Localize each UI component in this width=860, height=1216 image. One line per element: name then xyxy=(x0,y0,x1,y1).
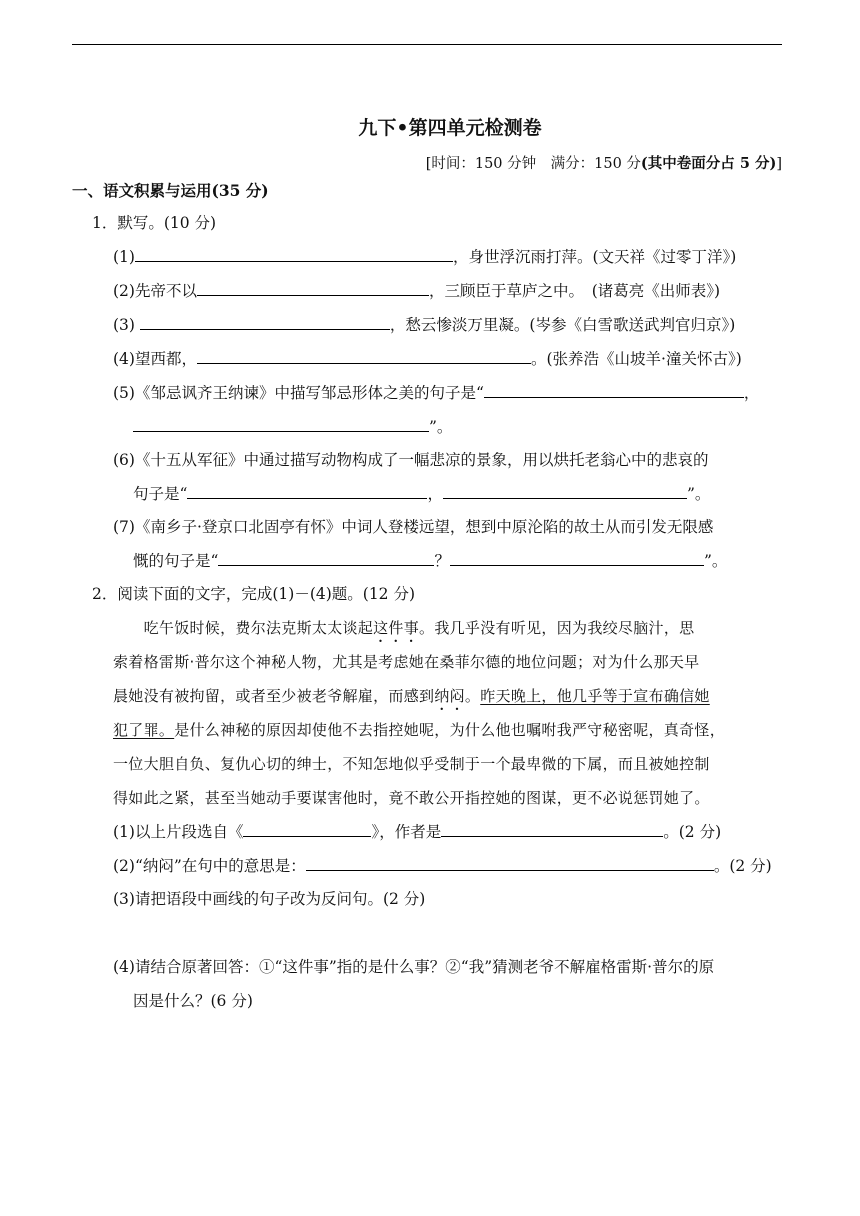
passage-line-4 xyxy=(113,719,725,741)
item-text: 》，作者是 xyxy=(371,823,442,841)
item-text: ”。 xyxy=(429,418,453,436)
answer-blank[interactable] xyxy=(443,482,687,499)
answer-blank[interactable] xyxy=(441,820,663,837)
underlined-sentence: 昨天晚上，他几乎等于宣布确信她 xyxy=(480,687,710,705)
exam-meta-time: [时间：150 分钟 满分：150 分 xyxy=(425,156,641,172)
question-2-stem: 2．阅读下面的文字，完成(1)－(4)题。(12 分) xyxy=(92,585,416,603)
exam-meta-close: ] xyxy=(776,156,782,172)
item-text: (3) xyxy=(113,316,140,334)
passage-text: 。我几乎没有听见，因为我绞尽脑汁，思 xyxy=(419,619,695,637)
question-1-stem: 1．默写。(10 分) xyxy=(92,214,217,232)
item-text: ，身世浮沉雨打萍。(文天祥《过零丁洋》) xyxy=(452,248,737,266)
item-text: (4)望西都， xyxy=(113,350,197,368)
answer-blank[interactable] xyxy=(135,245,453,262)
question-1-item-2 xyxy=(113,279,720,302)
answer-blank[interactable] xyxy=(218,549,434,566)
question-1-item-6-cont xyxy=(133,482,710,505)
question-2-sub-4-cont: 因是什么？(6 分) xyxy=(133,992,253,1010)
header-rule xyxy=(72,44,782,45)
item-text: (2)先帝不以 xyxy=(113,282,197,300)
item-number: (1) xyxy=(113,248,135,266)
exam-meta xyxy=(426,153,782,175)
emphasized-phrase: 这件事 xyxy=(373,619,420,637)
answer-blank[interactable] xyxy=(450,549,704,566)
answer-blank[interactable] xyxy=(197,279,429,296)
question-2-sub-4: (4)请结合原著回答：①“这件事”指的是什么事？②“我”猜测老爷不解雇格雷斯·普尔的原 xyxy=(113,958,715,976)
passage-text: 是什么神秘的原因却使他不去指控她呢，为什么他也嘱咐我严守秘密呢，真奇怪， xyxy=(174,721,726,739)
item-text: ， xyxy=(427,485,443,503)
answer-blank[interactable] xyxy=(197,347,531,364)
answer-blank[interactable] xyxy=(187,482,427,499)
question-1-item-7: (7)《南乡子·登京口北固亭有怀》中词人登楼远望，想到中原沦陷的故土从而引发无限感 xyxy=(113,518,714,536)
item-text: 。(2 分) xyxy=(663,823,722,841)
passage-text: 吃午饭时候，费尔法克斯太太谈起 xyxy=(113,619,374,637)
item-text: 。(张养浩《山坡羊·潼关怀古》) xyxy=(530,350,742,368)
section-heading: 一、语文积累与运用(35 分) xyxy=(72,181,269,200)
question-1-item-6: (6)《十五从军征》中通过描写动物构成了一幅悲凉的景象，用以烘托老翁心中的悲哀的 xyxy=(113,451,709,469)
answer-blank[interactable] xyxy=(140,313,390,330)
answer-blank[interactable] xyxy=(133,415,429,432)
passage-line-2: 索着格雷斯·普尔这个神秘人物，尤其是考虑她在桑菲尔德的地位问题；对为什么那天早 xyxy=(113,653,700,671)
question-1-item-4 xyxy=(113,347,742,370)
item-text: (2)“纳闷”在句中的意思是： xyxy=(113,857,306,875)
passage-text: 。 xyxy=(464,687,481,705)
item-text: ， xyxy=(743,384,760,402)
underlined-sentence: 犯了罪。 xyxy=(113,721,175,739)
question-1-item-5-cont xyxy=(133,415,452,438)
question-2-sub-3: (3)请把语段中画线的句子改为反问句。(2 分) xyxy=(113,890,426,908)
item-text: ，愁云惨淡万里凝。(岑参《白雪歌送武判官归京》) xyxy=(389,316,736,334)
answer-blank[interactable] xyxy=(306,854,714,871)
answer-blank[interactable] xyxy=(243,820,371,837)
item-text: ，三顾臣于草庐之中。 (诸葛亮《出师表》) xyxy=(428,282,721,300)
question-1-item-1 xyxy=(113,245,736,268)
passage-line-1 xyxy=(113,617,694,646)
item-text: ”。 xyxy=(703,552,728,570)
item-text: 。(2 分) xyxy=(713,857,772,875)
item-text: ”。 xyxy=(686,485,711,503)
passage-line-3 xyxy=(113,685,710,714)
question-2-sub-1 xyxy=(113,820,721,843)
question-1-item-3 xyxy=(113,313,735,336)
emphasized-phrase: 纳闷 xyxy=(434,687,465,705)
question-2-sub-2 xyxy=(113,854,772,877)
item-text: 慨的句子是“ xyxy=(133,552,219,570)
question-1-item-7-cont xyxy=(133,549,727,572)
page-title: 九下•第四单元检测卷 xyxy=(358,117,542,139)
answer-blank[interactable] xyxy=(484,381,744,398)
passage-line-5: 一位大胆自负、复仇心切的绅士，不知怎地似乎受制于一个最卑微的下属，而且被她控制 xyxy=(113,755,710,773)
item-text: 句子是“ xyxy=(133,485,188,503)
passage-line-6: 得如此之紧，甚至当她动手要谋害他时，竟不敢公开指控她的图谋，更不必说惩罚她了。 xyxy=(113,789,710,807)
exam-meta-score-note: (其中卷面分占 5 分) xyxy=(640,155,777,172)
item-text: (1)以上片段选自《 xyxy=(113,823,244,841)
question-1-item-5 xyxy=(113,381,759,404)
item-text: (5)《邹忌讽齐王纳谏》中描写邹忌形体之美的句子是“ xyxy=(113,384,484,402)
item-text: ？ xyxy=(434,552,450,570)
passage-text: 晨她没有被拘留，或者至少被老爷解雇，而感到 xyxy=(113,687,435,705)
